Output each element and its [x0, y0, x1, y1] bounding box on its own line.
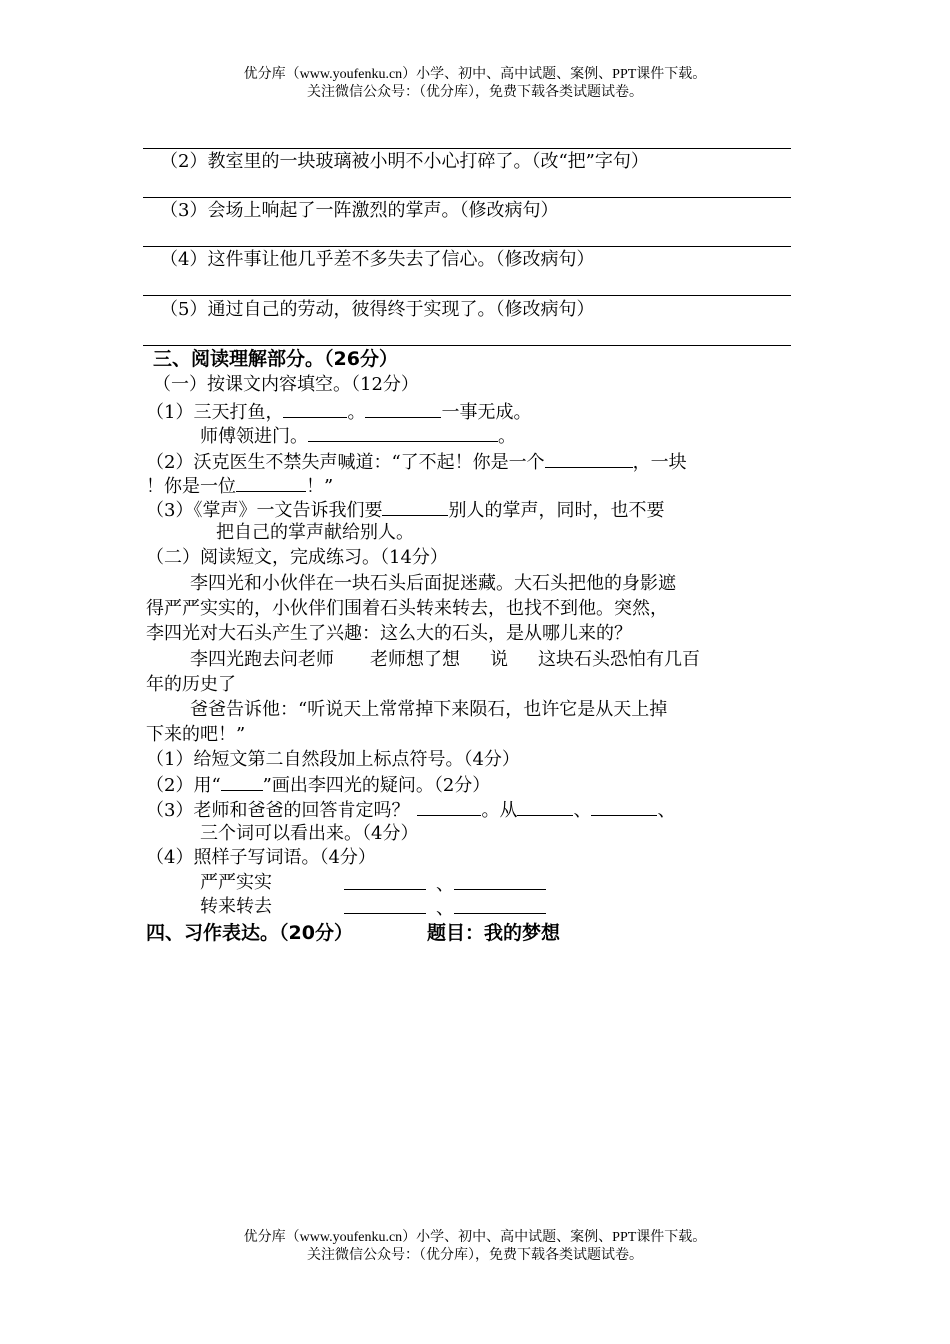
blank-field[interactable] [344, 895, 426, 914]
exercise-4-word-2: 转来转去 [200, 896, 272, 917]
part-2-title: （二）阅读短文，完成练习。（14分） [146, 547, 448, 568]
exercise-3-text-c: 、 [573, 800, 592, 821]
fill-q1-text-b: 。 [347, 402, 366, 423]
fill-q1-text-c: 一事无成。 [441, 402, 532, 423]
exercise-3-line1 [146, 797, 675, 823]
exercise-2-text-b: ”画出李四光的疑问。（2分） [262, 775, 491, 796]
footer-line-2: 关注微信公众号：（优分库），免费下载各类试题试卷。 [307, 1248, 643, 1263]
sentence-q3: （3）会场上响起了一阵激烈的掌声。（修改病句） [160, 200, 559, 221]
sentence-q4: （4）这件事让他几乎差不多失去了信心。（修改病句） [160, 249, 595, 270]
passage-p2-seg-b: 老师想了想 [370, 649, 460, 670]
blank-field[interactable] [417, 797, 481, 816]
blank-field[interactable] [545, 449, 633, 468]
blank-field[interactable] [236, 473, 306, 492]
fill-q1-line1 [146, 399, 531, 425]
blank-field[interactable] [308, 423, 498, 442]
passage-p2-seg-c: 说 [490, 649, 508, 670]
fill-q2-line1 [146, 449, 687, 475]
fill-q2-text-a: （2）沃克医生不禁失声喊道：“了不起！你是一个 [146, 452, 545, 473]
blank-field[interactable] [365, 399, 441, 418]
answer-line-2 [143, 197, 791, 198]
fill-q2-text-c: ！你是一位 [146, 476, 236, 497]
fill-q3-line1 [146, 497, 664, 523]
fill-q3-text-a: （3）《掌声》一文告诉我们要 [146, 500, 383, 521]
exercise-3-text-d: 、 [657, 800, 676, 821]
header-line-2: 关注微信公众号：（优分库），免费下载各类试题试卷。 [307, 85, 643, 100]
exercise-2-text-a: （2）用“ [146, 775, 221, 796]
exercise-3-text-a: （3）老师和爸爸的回答肯定吗？ [146, 800, 410, 821]
answer-line-5 [143, 345, 791, 346]
blank-field[interactable] [344, 871, 426, 890]
blank-field[interactable] [283, 399, 347, 418]
exercise-4-row-1-blanks [344, 871, 546, 897]
fill-q1-text-e: 。 [498, 426, 516, 447]
fill-q2-text-d: ！” [306, 476, 334, 497]
sentence-q5: （5）通过自己的劳动，彼得终于实现了。（修改病句） [160, 299, 595, 320]
passage-p1-line2: 得严严实实的，小伙伴们围着石头转来转去，也找不到他。突然， [146, 598, 668, 619]
exercise-4-word-1: 严严实实 [200, 872, 272, 893]
exercise-3-line2: 三个词可以看出来。（4分） [200, 823, 419, 844]
exercise-4: （4）照样子写词语。（4分） [146, 847, 376, 868]
blank-field[interactable] [221, 772, 263, 791]
separator: 、 [436, 898, 454, 919]
section-3-title: 三、阅读理解部分。（26分） [153, 348, 398, 370]
footer-line-1: 优分库（www.youfenku.cn）小学、初中、高中试题、案例、PPT课件下载。 [243, 1230, 707, 1245]
part-1-title: （一）按课文内容填空。（12分） [153, 374, 419, 395]
fill-q1-text-d: 师傅领进门。 [200, 426, 308, 447]
fill-q1-line2 [200, 423, 516, 449]
exercise-3-text-b: 。从 [481, 800, 518, 821]
fill-q3-text-b: 别人的掌声，同时，也不要 [448, 500, 665, 521]
passage-p2-line2: 年的历史了 [146, 674, 236, 695]
passage-p3-line1: 爸爸告诉他：“听说天上常常掉下来陨石，也许它是从天上掉 [190, 699, 668, 720]
fill-q3-line2: 把自己的掌声献给别人。 [216, 522, 414, 543]
exercise-2 [146, 772, 490, 798]
section-4-topic: 题目：我的梦想 [427, 922, 561, 944]
fill-q1-text-a: （1）三天打鱼， [146, 402, 284, 423]
sentence-q2: （2）教室里的一块玻璃被小明不小心打碎了。（改“把”字句） [160, 151, 649, 172]
section-4-title: 四、习作表达。（20分） [146, 922, 353, 944]
passage-p2-seg-d: 这块石头恐怕有几百 [538, 649, 700, 670]
passage-p2-seg-a: 李四光跑去问老师 [190, 649, 334, 670]
answer-line-1 [143, 148, 791, 149]
exercise-4-row-2-blanks [344, 895, 546, 921]
passage-p1-line3: 李四光对大石头产生了兴趣：这么大的石头，是从哪儿来的？ [146, 623, 632, 644]
blank-field[interactable] [454, 895, 546, 914]
fill-q2-text-b: ，一块 [632, 452, 687, 473]
blank-field[interactable] [517, 797, 573, 816]
answer-line-3 [143, 246, 791, 247]
answer-line-4 [143, 295, 791, 296]
header-line-1: 优分库（www.youfenku.cn）小学、初中、高中试题、案例、PPT课件下载。 [243, 67, 707, 82]
passage-p3-line2: 下来的吧！” [146, 724, 246, 745]
blank-field[interactable] [454, 871, 546, 890]
blank-field[interactable] [382, 497, 448, 516]
fill-q2-line2 [146, 473, 333, 499]
exercise-1: （1）给短文第二自然段加上标点符号。（4分） [146, 749, 520, 770]
blank-field[interactable] [591, 797, 657, 816]
separator: 、 [436, 874, 454, 895]
passage-p1-line1: 李四光和小伙伴在一块石头后面捉迷藏。大石头把他的身影遮 [190, 573, 676, 594]
passage-p2-line1 [190, 648, 700, 672]
